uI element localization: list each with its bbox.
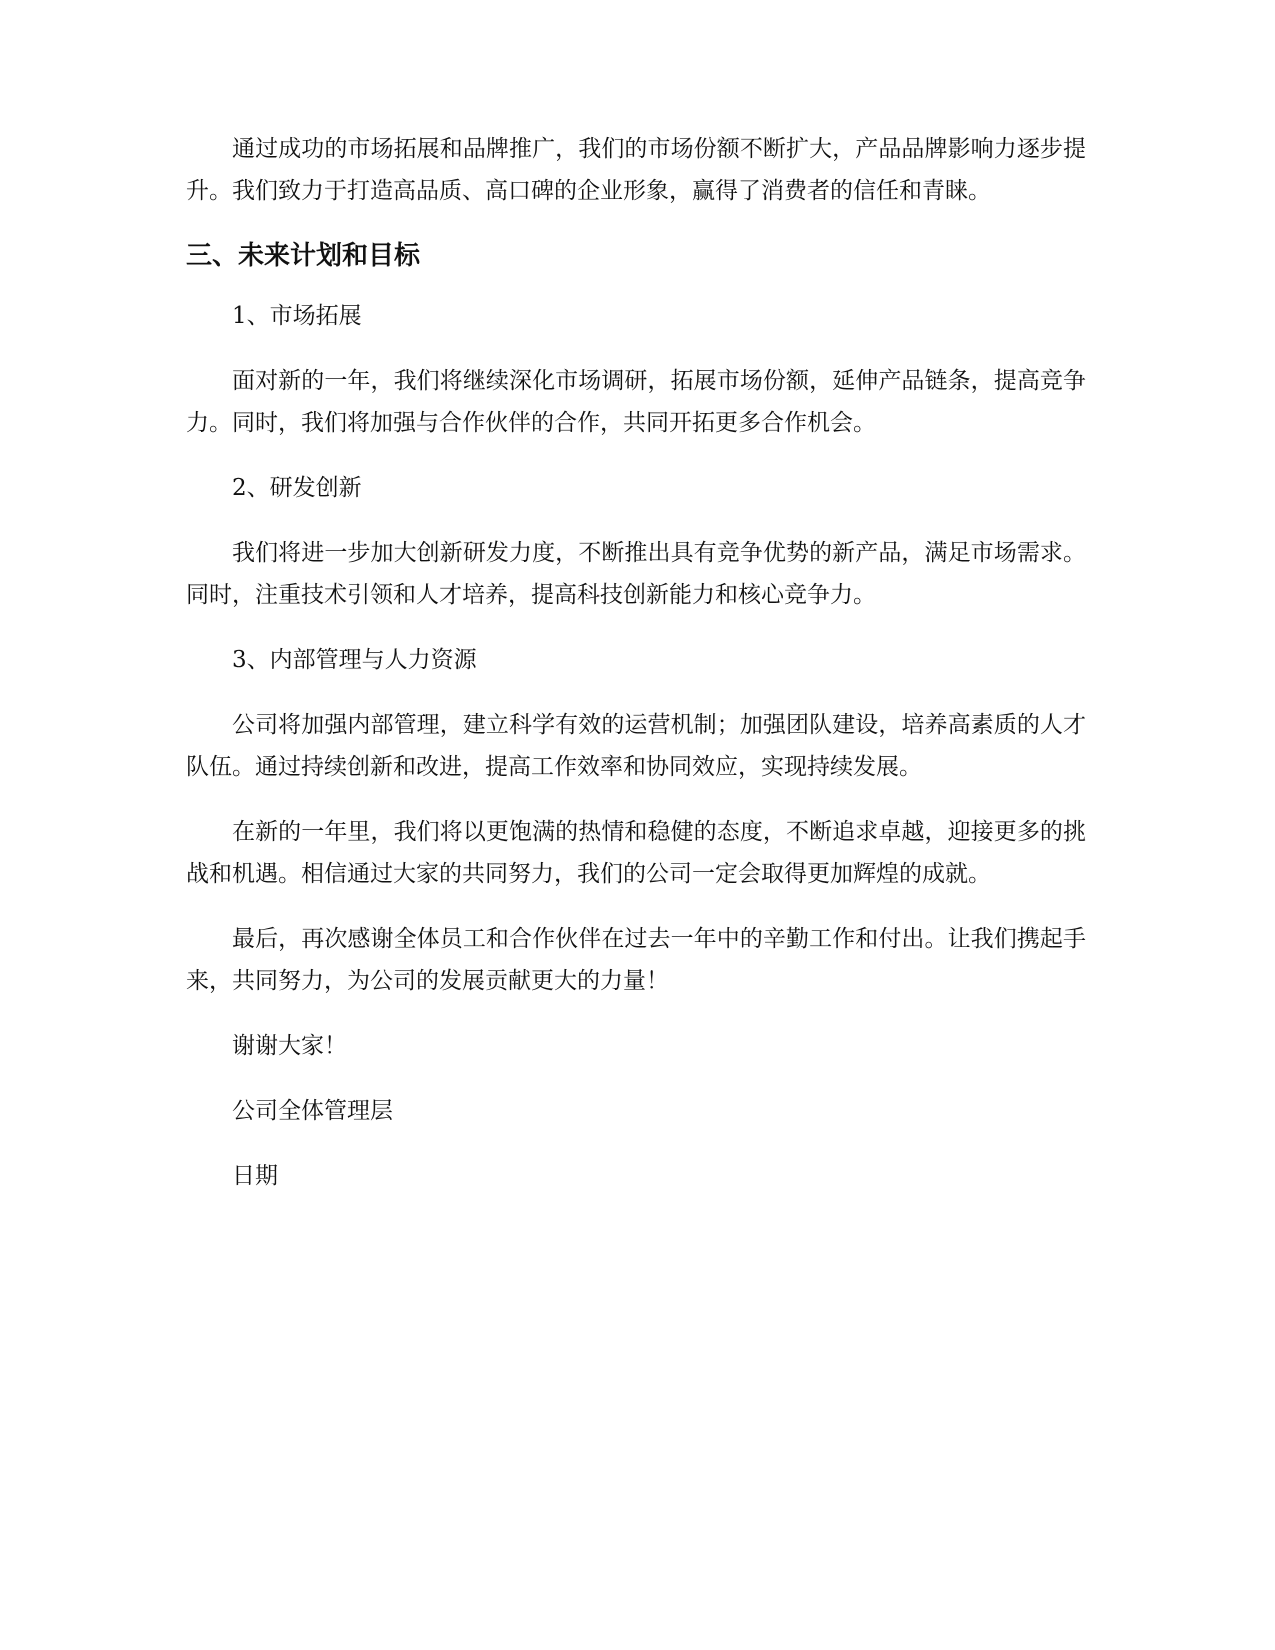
closing-line: 谢谢大家！ <box>232 1033 347 1059</box>
market-expansion-paragraph: 面对新的一年，我们将继续深化市场调研，拓展市场份额，延伸产品链条，提高竞争力。同时，我们将加强与合作伙伴的合作，共同开拓更多合作机会。 <box>186 368 1086 436</box>
subheading-market-expansion: 1、市场拓展 <box>232 303 362 329</box>
rd-innovation-paragraph: 我们将进一步加大创新研发力度，不断推出具有竞争优势的新产品，满足市场需求。同时，注重技术引领和人才培养，提高科技创新能力和核心竞争力。 <box>186 540 1086 608</box>
subheading-internal-management: 3、内部管理与人力资源 <box>232 647 477 673</box>
date-line: 日期 <box>232 1163 278 1189</box>
intro-paragraph: 通过成功的市场拓展和品牌推广，我们的市场份额不断扩大，产品品牌影响力逐步提升。我们致力于打造高品质、高口碑的企业形象，赢得了消费者的信任和青睐。 <box>186 136 1086 204</box>
signature-line: 公司全体管理层 <box>232 1098 393 1124</box>
internal-management-paragraph: 公司将加强内部管理，建立科学有效的运营机制；加强团队建设，培养高素质的人才队伍。通过持续创新和改进，提高工作效率和协同效应，实现持续发展。 <box>186 712 1086 780</box>
document-page <box>186 128 1086 1220</box>
section-heading-future-plans: 三、未来计划和目标 <box>186 241 421 271</box>
subheading-rd-innovation: 2、研发创新 <box>232 475 362 501</box>
thanks-paragraph: 最后，再次感谢全体员工和合作伙伴在过去一年中的辛勤工作和付出。让我们携起手来，共同努力，为公司的发展贡献更大的力量！ <box>186 926 1086 994</box>
outlook-paragraph: 在新的一年里，我们将以更饱满的热情和稳健的态度，不断追求卓越，迎接更多的挑战和机遇。相信通过大家的共同努力，我们的公司一定会取得更加辉煌的成就。 <box>186 819 1086 887</box>
